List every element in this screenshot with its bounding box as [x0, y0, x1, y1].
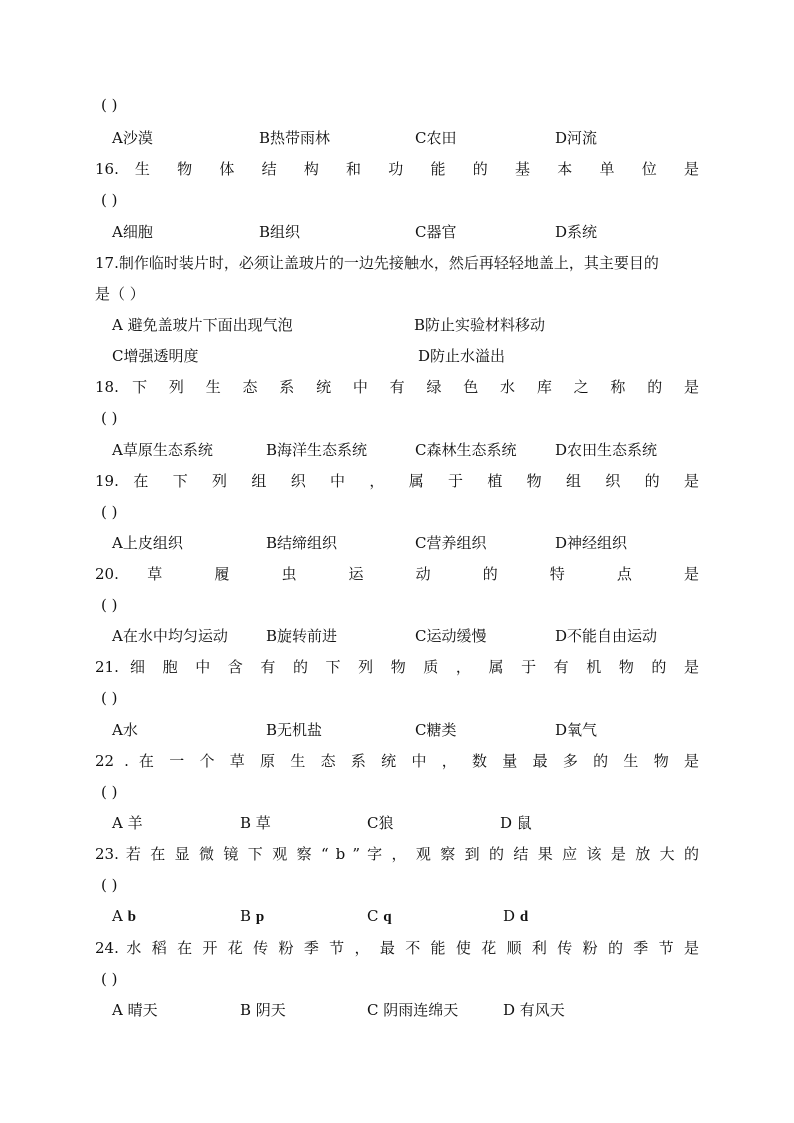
- q24-option-b: B 阴天: [240, 1001, 286, 1019]
- q15-option-b: B热带雨林: [259, 129, 331, 147]
- q24-option-d: D 有风天: [503, 1001, 565, 1019]
- q22-option-c: C狼: [367, 814, 394, 832]
- q23-option-b-glyph: p: [255, 909, 265, 925]
- q17-option-d: D防止水溢出: [418, 347, 506, 365]
- q22-stem: 22 . 在 一 个 草 原 生 态 系 统 中 ， 数 量 最 多 的 生 物 是: [95, 752, 699, 770]
- q18-answer-paren: ( ): [101, 409, 118, 427]
- q17-option-b: B防止实验材料移动: [414, 316, 546, 334]
- q18-option-d: D农田生态系统: [555, 441, 658, 459]
- q23-option-c-letter: C: [367, 907, 379, 925]
- q23-option-d-glyph: d: [519, 909, 529, 925]
- q24-option-a: A 晴天: [112, 1001, 158, 1019]
- q15-option-a: A沙漠: [112, 129, 153, 147]
- q23-option-b: [240, 906, 264, 927]
- q20-option-c: C运动缓慢: [415, 627, 487, 645]
- q21-option-c: C糖类: [415, 721, 457, 739]
- q16-option-c: C器官: [415, 223, 457, 241]
- q20-option-a: A在水中均匀运动: [112, 627, 228, 645]
- q18-option-c: C森林生态系统: [415, 441, 517, 459]
- q23-option-c-glyph: q: [383, 909, 392, 925]
- q21-option-a: A水: [112, 721, 138, 739]
- q15-answer-paren: ( ): [101, 96, 118, 114]
- q19-option-a: A上皮组织: [112, 534, 183, 552]
- q22-option-b: B 草: [240, 814, 271, 832]
- q23-option-a: [112, 906, 136, 927]
- q23-option-c: [367, 906, 392, 927]
- q18-option-a: A草原生态系统: [112, 441, 213, 459]
- q23-option-a-glyph: b: [127, 909, 136, 925]
- q20-option-d: D不能自由运动: [555, 627, 658, 645]
- q17-option-a: A 避免盖玻片下面出现气泡: [112, 316, 293, 334]
- q24-answer-paren: ( ): [101, 970, 118, 988]
- q19-stem: 19. 在 下 列 组 织 中 ， 属 于 植 物 组 织 的 是: [95, 472, 699, 490]
- q16-option-a: A细胞: [112, 223, 153, 241]
- q20-answer-paren: ( ): [101, 596, 118, 614]
- q17-option-c: C增强透明度: [112, 347, 199, 365]
- q16-option-b: B组织: [259, 223, 301, 241]
- q22-option-d: D 鼠: [500, 814, 532, 832]
- q19-answer-paren: ( ): [101, 503, 118, 521]
- q16-answer-paren: ( ): [101, 191, 118, 209]
- q15-option-c: C农田: [415, 129, 457, 147]
- q23-answer-paren: ( ): [101, 876, 118, 894]
- q16-option-d: D系统: [555, 223, 598, 241]
- q22-option-a: A 羊: [112, 814, 143, 832]
- q21-option-d: D氧气: [555, 721, 598, 739]
- q19-option-d: D神经组织: [555, 534, 628, 552]
- q23-stem: 23. 若 在 显 微 镜 下 观 察 “ b ” 字 ， 观 察 到 的 结 果 应 该 是 放 大 的: [95, 845, 699, 863]
- q24-stem: 24. 水 稻 在 开 花 传 粉 季 节 ， 最 不 能 使 花 顺 利 传 粉 的 季 节 是: [95, 939, 699, 957]
- q23-option-a-letter: A: [112, 907, 123, 925]
- q19-option-c: C营养组织: [415, 534, 487, 552]
- q17-stem-line1: 17.制作临时装片时，必须让盖玻片的一边先接触水，然后再轻轻地盖上，其主要目的: [95, 254, 659, 272]
- q23-option-b-letter: B: [240, 907, 252, 925]
- q21-option-b: B无机盐: [266, 721, 323, 739]
- q21-stem: 21. 细 胞 中 含 有 的 下 列 物 质 ， 属 于 有 机 物 的 是: [95, 658, 699, 676]
- q18-option-b: B海洋生态系统: [266, 441, 368, 459]
- q16-stem: 16. 生 物 体 结 构 和 功 能 的 基 本 单 位 是: [95, 160, 699, 178]
- q20-stem: 20. 草 履 虫 运 动 的 特 点 是: [95, 565, 699, 583]
- q23-option-d: [503, 906, 528, 927]
- q17-stem-line2: 是（ ）: [95, 285, 145, 303]
- q21-answer-paren: ( ): [101, 689, 118, 707]
- q24-option-c: C 阴雨连绵天: [367, 1001, 459, 1019]
- q23-option-d-letter: D: [503, 907, 516, 925]
- q15-option-d: D河流: [555, 129, 598, 147]
- q20-option-b: B旋转前进: [266, 627, 338, 645]
- q22-answer-paren: ( ): [101, 783, 118, 801]
- q18-stem: 18. 下 列 生 态 系 统 中 有 绿 色 水 库 之 称 的 是: [95, 378, 699, 396]
- q19-option-b: B结缔组织: [266, 534, 338, 552]
